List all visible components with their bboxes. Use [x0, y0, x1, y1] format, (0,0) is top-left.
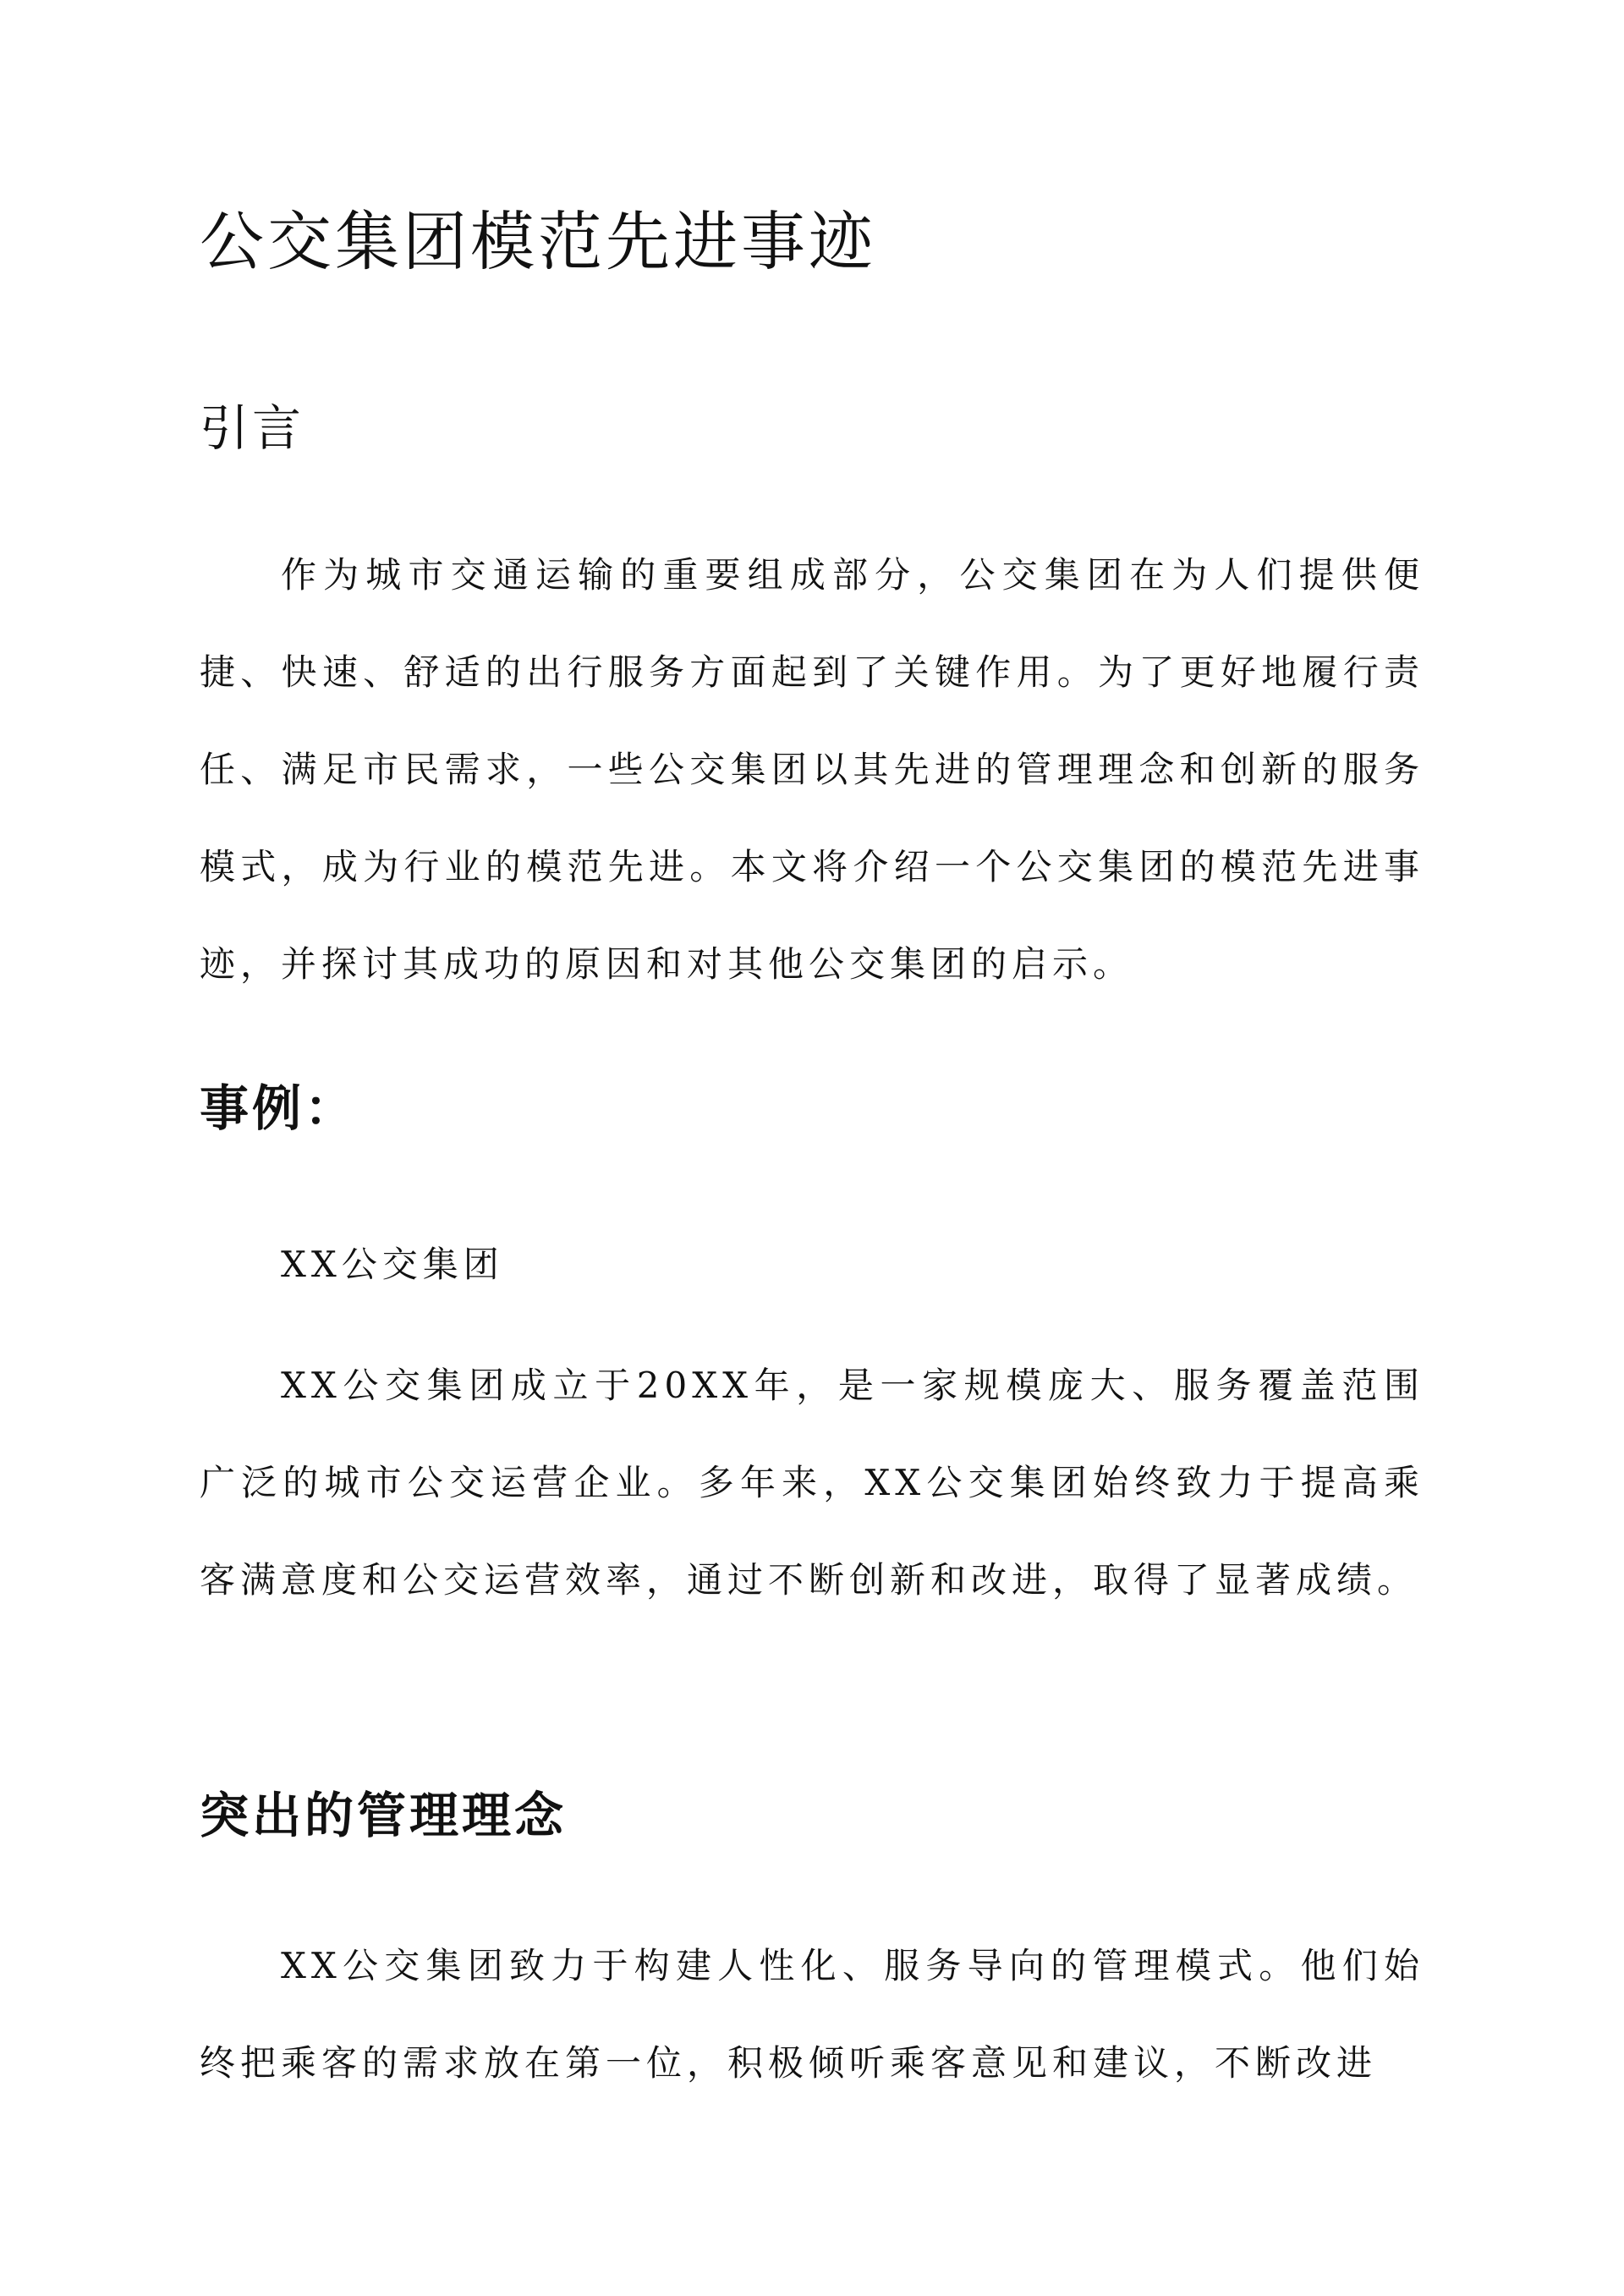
management-paragraph: XX公交集团致力于构建人性化、服务导向的管理模式。他们始终把乘客的需求放在第一位，积极倾听乘客意见和建议，不断改进	[200, 1945, 1424, 2084]
case-paragraph: XX公交集团成立于20XX年，是一家规模庞大、服务覆盖范围广泛的城市公交运营企业。多年来，XX公交集团始终致力于提高乘客满意度和公交运营效率，通过不断创新和改进，取得了显著成绩。	[200, 1365, 1424, 1601]
section-heading-intro: 引言	[200, 399, 305, 457]
case-company-name: XX公交集团	[281, 1244, 504, 1285]
section-heading-case: 事例：	[200, 1079, 358, 1137]
document-title: 公交集团模范先进事迹	[200, 204, 876, 279]
section-heading-management: 突出的管理理念	[200, 1787, 568, 1844]
intro-paragraph: 作为城市交通运输的重要组成部分，公交集团在为人们提供便捷、快速、舒适的出行服务方面起到了关键作用。为了更好地履行责任、满足市民需求，一些公交集团以其先进的管理理念和创新的服务模式，成为行业的模范先进。本文将介绍一个公交集团的模范先进事迹，并探讨其成功的原因和对其他公交集团的启示。	[200, 554, 1424, 985]
